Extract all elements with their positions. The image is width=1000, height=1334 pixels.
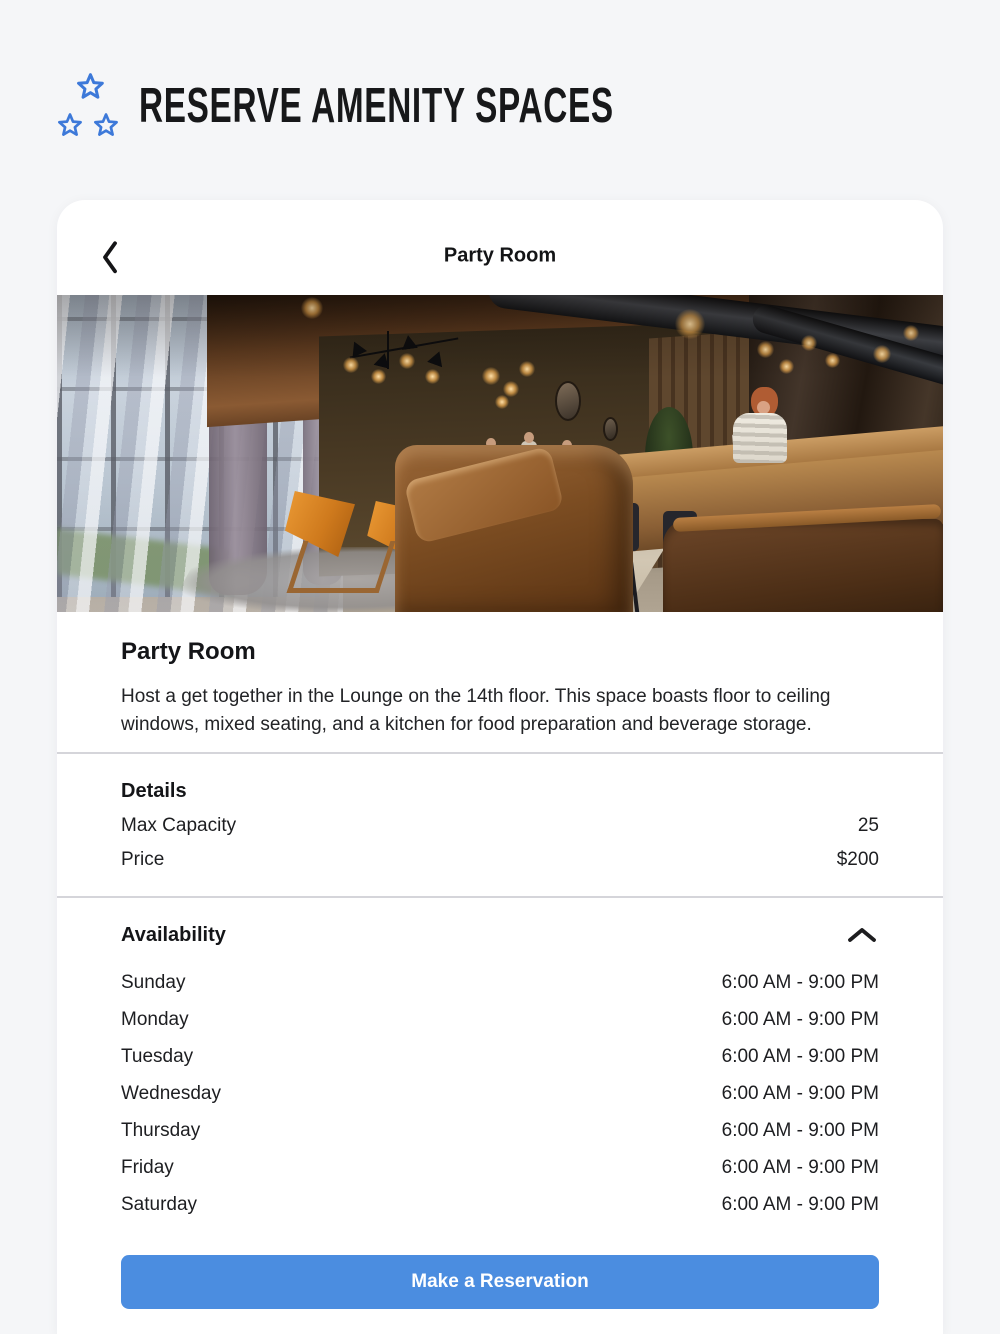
details-heading: Details bbox=[121, 780, 187, 802]
availability-row bbox=[121, 970, 879, 996]
hours-value: 6:00 AM - 9:00 PM bbox=[721, 1009, 879, 1030]
availability-heading: Availability bbox=[121, 924, 226, 946]
hours-value: 6:00 AM - 9:00 PM bbox=[721, 1157, 879, 1178]
day-label: Monday bbox=[121, 1009, 189, 1030]
card-content bbox=[57, 637, 943, 1309]
availability-row bbox=[121, 1118, 879, 1144]
day-label: Thursday bbox=[121, 1120, 201, 1141]
availability-row bbox=[121, 1155, 879, 1181]
day-label: Saturday bbox=[121, 1194, 198, 1215]
day-label: Friday bbox=[121, 1157, 174, 1178]
chevron-up-icon bbox=[847, 932, 877, 947]
day-label: Sunday bbox=[121, 972, 186, 993]
availability-row bbox=[121, 1081, 879, 1107]
day-label: Wednesday bbox=[121, 1083, 221, 1104]
hours-value: 6:00 AM - 9:00 PM bbox=[721, 1083, 879, 1104]
divider bbox=[57, 896, 943, 898]
detail-row-max-capacity bbox=[121, 813, 879, 839]
card-nav-bar bbox=[57, 200, 943, 295]
amenity-detail-card bbox=[57, 200, 943, 1334]
detail-label: Max Capacity bbox=[121, 815, 237, 836]
availability-row bbox=[121, 1044, 879, 1070]
room-name: Party Room bbox=[121, 638, 256, 665]
nav-title: Party Room bbox=[443, 243, 557, 266]
room-description: Host a get together in the Lounge on the 14th floor. This space boasts floor to ceiling windows, mixed seating, and a kitchen for food preparation and beverage storage. bbox=[121, 686, 831, 735]
availability-row bbox=[121, 1192, 879, 1218]
collapse-availability-button[interactable] bbox=[845, 924, 879, 946]
day-label: Tuesday bbox=[121, 1046, 194, 1067]
detail-value: $200 bbox=[836, 849, 879, 870]
divider bbox=[57, 752, 943, 754]
hours-value: 6:00 AM - 9:00 PM bbox=[721, 1120, 879, 1141]
detail-value: 25 bbox=[857, 815, 879, 836]
availability-row bbox=[121, 1007, 879, 1033]
detail-row-price bbox=[121, 847, 879, 873]
hours-value: 6:00 AM - 9:00 PM bbox=[721, 972, 879, 993]
detail-label: Price bbox=[121, 849, 165, 870]
photo-vignette bbox=[57, 295, 943, 612]
page-title: RESERVE AMENITY SPACES bbox=[139, 79, 614, 133]
page-header bbox=[0, 0, 1000, 140]
make-reservation-button[interactable]: Make a Reservation bbox=[121, 1255, 879, 1309]
three-stars-icon bbox=[57, 73, 125, 139]
party-room-photo bbox=[57, 295, 943, 612]
hours-value: 6:00 AM - 9:00 PM bbox=[721, 1046, 879, 1067]
hours-value: 6:00 AM - 9:00 PM bbox=[721, 1194, 879, 1215]
